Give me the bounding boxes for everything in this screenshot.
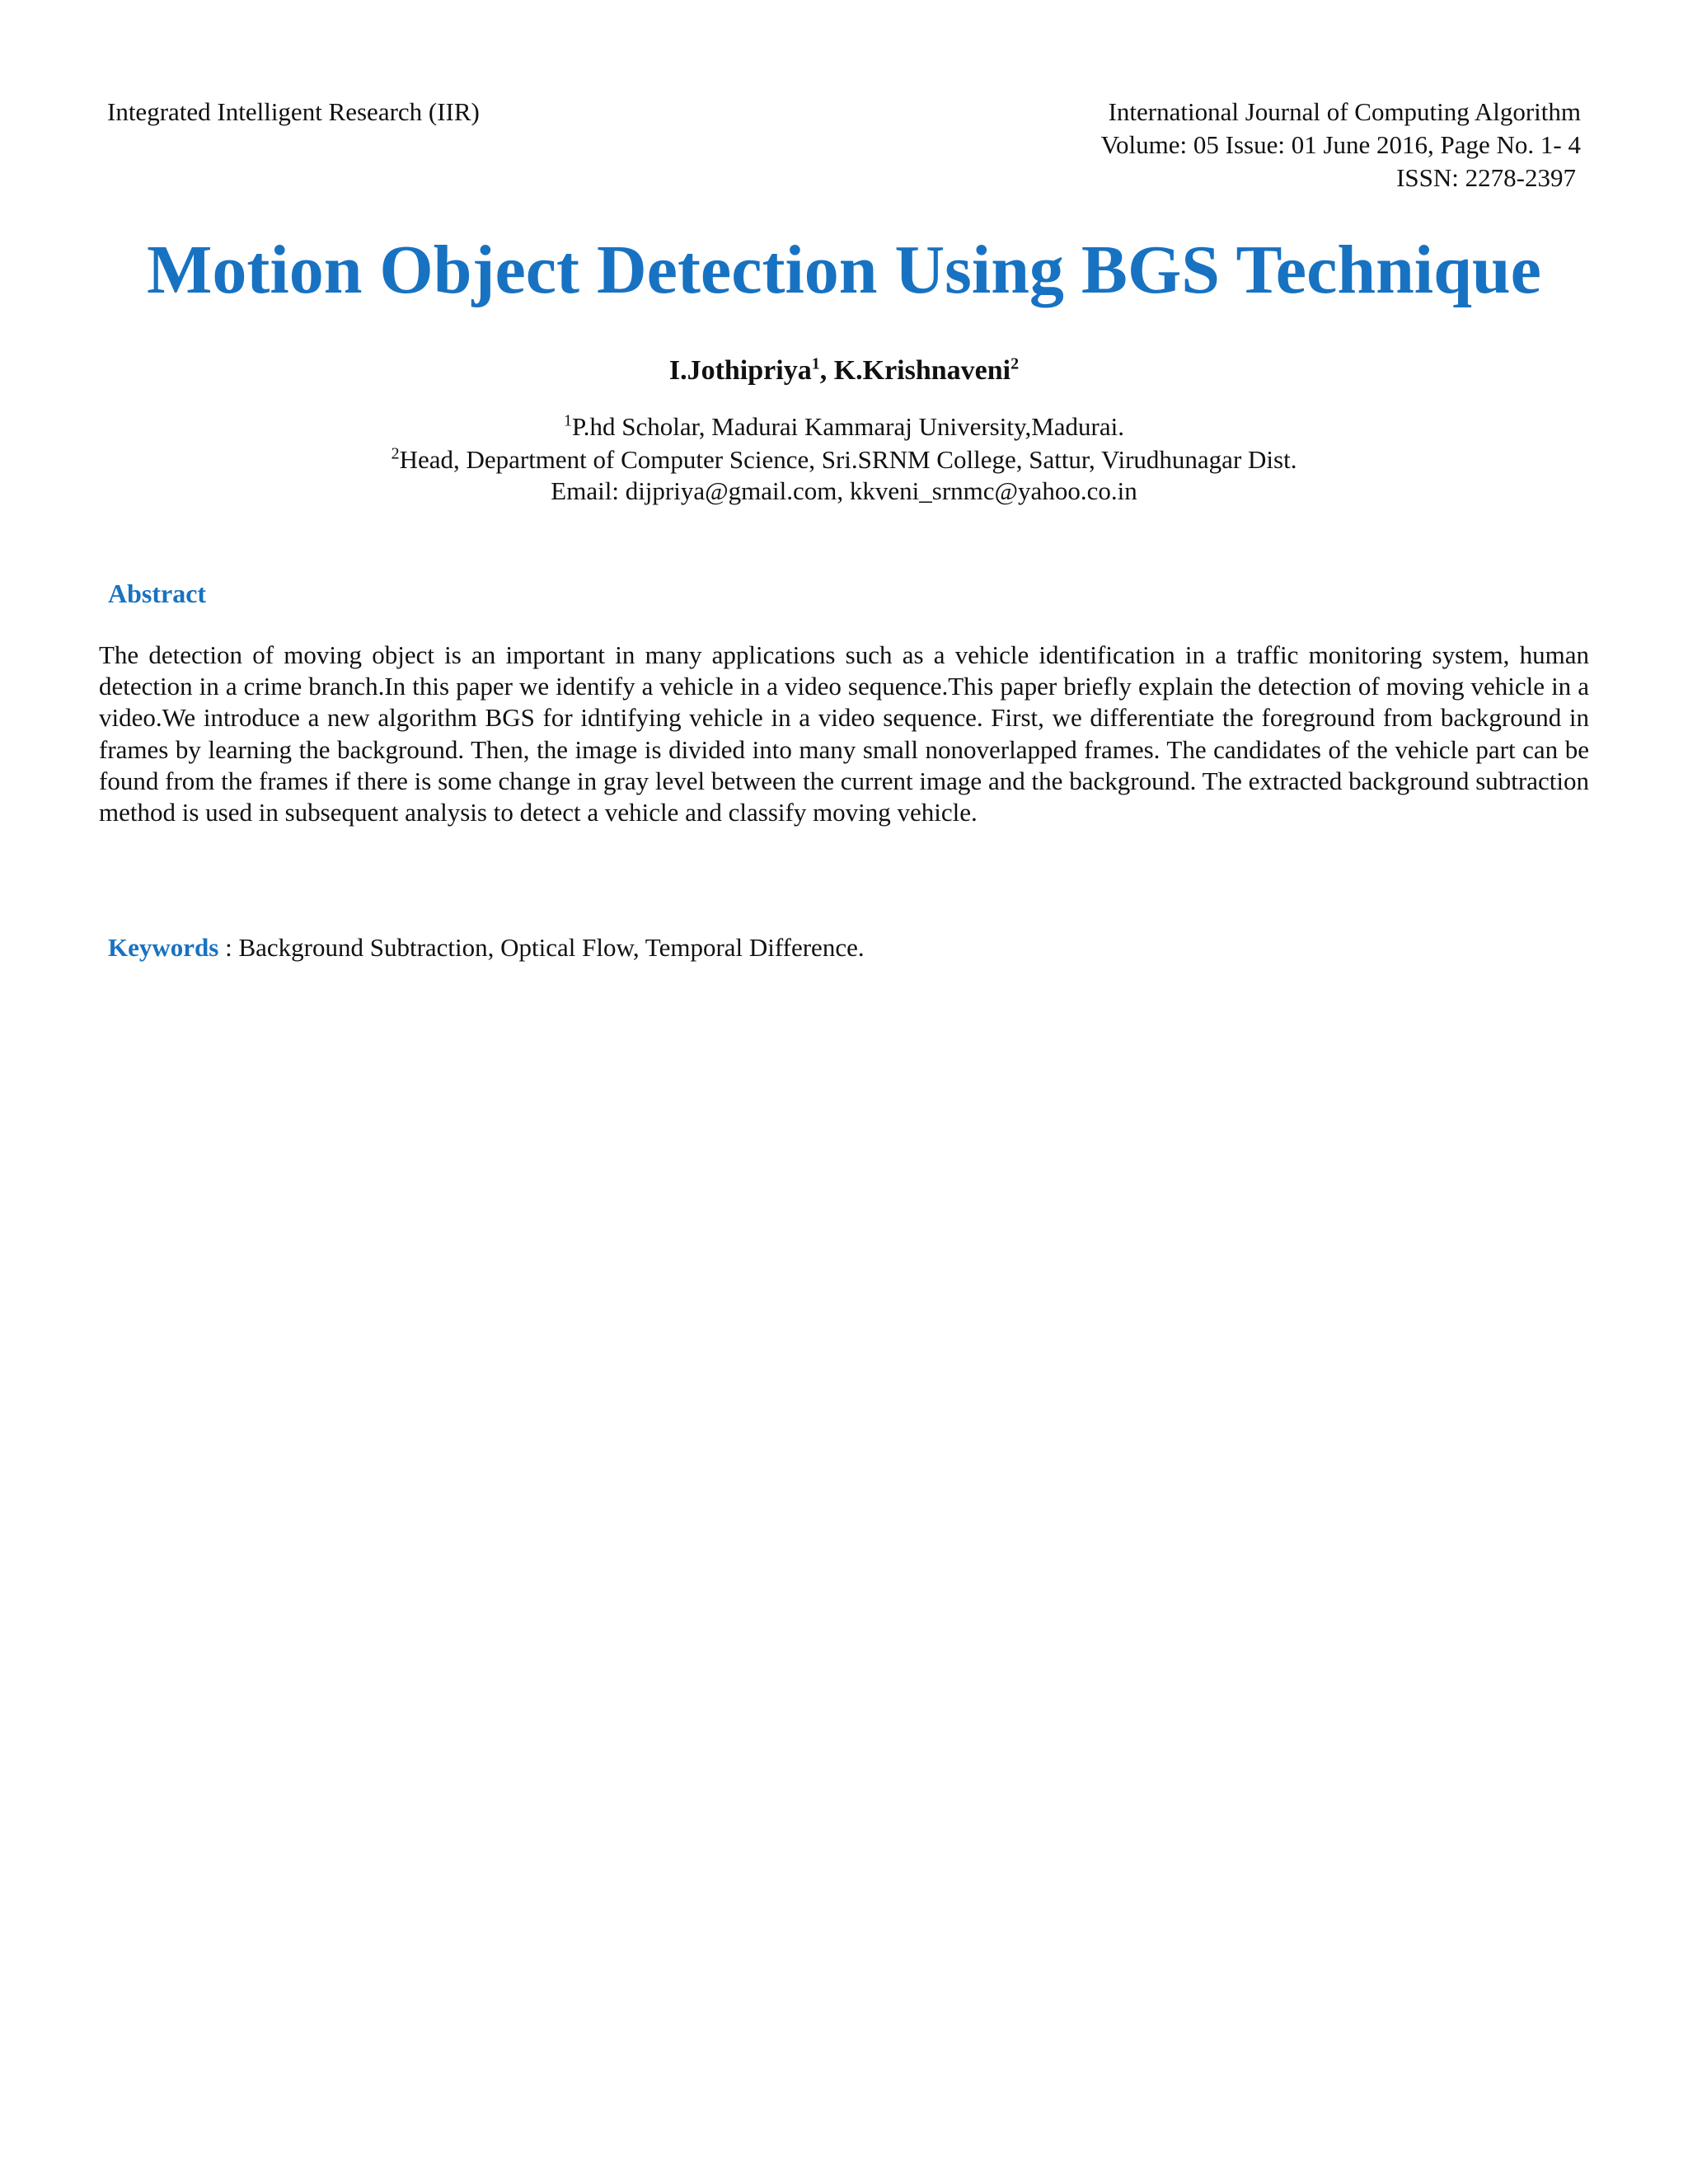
keywords-separator: : — [218, 933, 239, 962]
journal-publisher: Integrated Intelligent Research (IIR) — [107, 97, 480, 126]
paper-title: Motion Object Detection Using BGS Technique — [147, 232, 1541, 308]
affiliation-1 — [0, 410, 1688, 443]
affiliation-text: P.hd Scholar, Madurai Kammaraj University,Madurai. — [572, 412, 1124, 441]
abstract-body: The detection of moving object is an important in many applications such as a vehicle identification in a traffic monitoring system, human detection in a crime branch.In this paper we identify a vehicle in a video sequence.This paper briefly explain the detection of moving vehicle in a video.We introduce a new algorithm BGS for idntifying vehicle in a video sequence. First, we differentiate the foreground from background in frames by learning the background. Then, the image is divided into many small nonoverlapped frames. The candidates of the vehicle part can be found from the frames if there is some change in gray level between the current image and the background. The extracted background subtraction method is used in subsequent analysis to detect a vehicle and classify moving vehicle. — [99, 640, 1589, 827]
journal-volume: Volume: 05 Issue: 01 June 2016, Page No. 1- 4 — [1100, 130, 1581, 159]
author-email: Email: dijpriya@gmail.com, kkveni_srnmc@yahoo.co.in — [551, 476, 1137, 505]
keywords-text: Background Subtraction, Optical Flow, Temporal Difference. — [238, 933, 865, 962]
author-list — [0, 353, 1688, 389]
keywords-line — [108, 931, 865, 964]
affiliation-2 — [0, 443, 1688, 476]
affiliation-mark: 2 — [391, 444, 400, 463]
journal-info — [1101, 96, 1581, 194]
keywords-label: Keywords — [108, 933, 219, 962]
affiliation-mark: 1 — [564, 411, 572, 430]
author-name: K.Krishnaveni — [833, 355, 1011, 386]
author-affiliation-mark: 1 — [811, 354, 820, 373]
abstract-heading: Abstract — [108, 579, 207, 608]
affiliation-text: Head, Department of Computer Science, Sri.SRNM College, Sattur, Virudhunagar Dist. — [399, 445, 1297, 474]
author-affiliation-mark: 2 — [1010, 354, 1020, 373]
author-name: I.Jothipriya — [668, 355, 812, 386]
journal-issn: ISSN: 2278-2397 — [1396, 163, 1576, 192]
journal-name: International Journal of Computing Algorithm — [1108, 97, 1581, 126]
author-separator: , — [819, 355, 834, 386]
